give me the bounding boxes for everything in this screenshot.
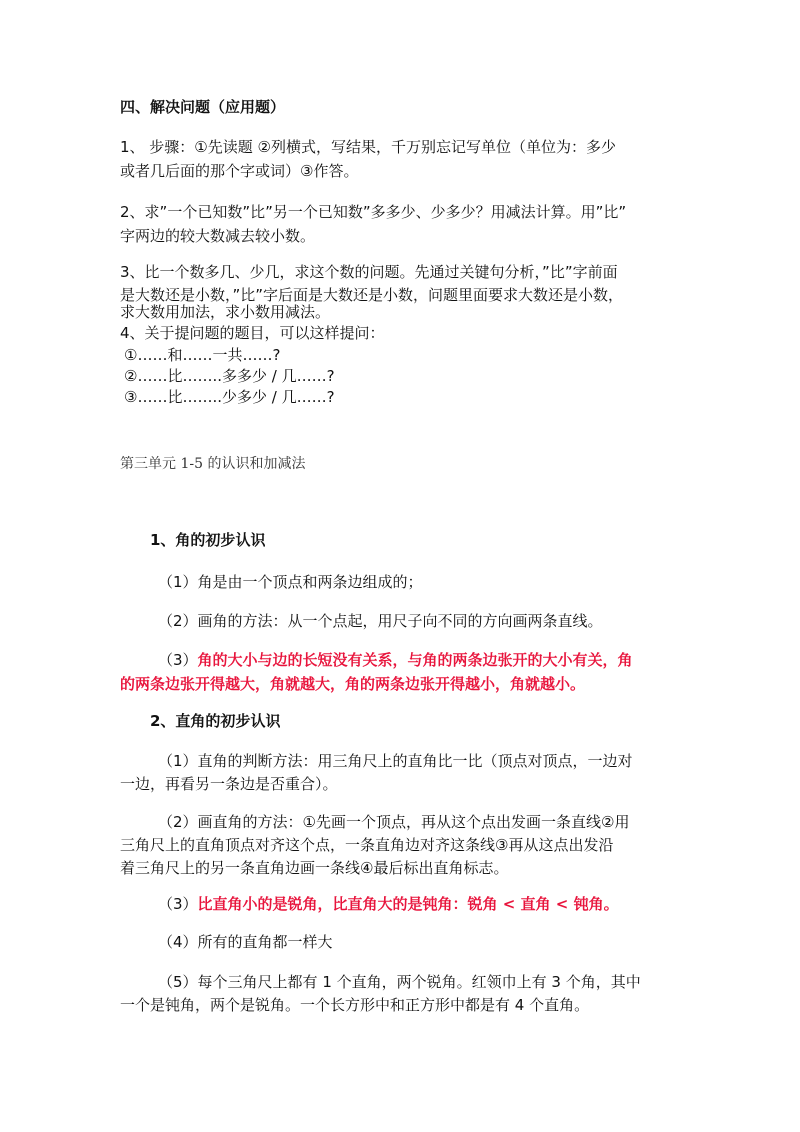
paragraph-1-line-2: 或者几后面的那个字或词）③作答。 xyxy=(120,162,359,180)
section4-heading: 四、解决问题（应用题） xyxy=(120,98,286,116)
right-angle-item-3-emphasis: 比直角小的是锐角，比直角大的是钝角：锐角 < 直角 < 钝角。 xyxy=(197,895,619,913)
right-angle-item-2-line-3: 着三角尺上的另一条直角边画一条线④最后标出直角标志。 xyxy=(120,859,509,877)
angle-item-3-emphasis-2: 的两条边张开得越大，角就越大，角的两条边张开得越小，角就越小。 xyxy=(120,675,586,693)
paragraph-2-line-1: 2、求”一个已知数”比”另一个已知数”多多少、少多少？用减法计算。用”比” xyxy=(120,203,627,221)
paragraph-4-line-1: 4、关于提问题的题目，可以这样提问： xyxy=(120,324,385,342)
angle-item-2: （2）画角的方法：从一个点起，用尺子向不同的方向画两条直线。 xyxy=(158,612,603,630)
paragraph-3-line-3: 求大数用加法，求小数用减法。 xyxy=(120,303,331,321)
question-template-3: ③……比……..少多少 / 几……? xyxy=(124,388,335,406)
right-angle-item-3-prefix: （3） xyxy=(158,895,198,913)
unit-3-title: 第三单元 1-5 的认识和加减法 xyxy=(120,456,306,472)
right-angle-item-2-line-2: 三角尺上的直角顶点对齐这个点，一条直角边对齐这条线③再从这点出发沿 xyxy=(120,836,614,854)
right-angle-heading: 2、直角的初步认识 xyxy=(150,712,281,730)
right-angle-item-5-line-1: （5）每个三角尺上都有 1 个直角，两个锐角。红领巾上有 3 个角，其中 xyxy=(158,973,641,991)
angle-item-3-line-1 xyxy=(158,650,728,670)
right-angle-item-5-line-2: 一个是钝角，两个是锐角。一个长方形中和正方形中都是有 4 个直角。 xyxy=(120,996,590,1014)
angle-item-1: （1）角是由一个顶点和两条边组成的； xyxy=(158,573,423,591)
right-angle-item-3 xyxy=(158,894,728,914)
angle-heading: 1、角的初步认识 xyxy=(150,531,266,549)
question-template-1: ①……和……一共……? xyxy=(124,346,281,364)
right-angle-item-1-line-1: （1）直角的判断方法：用三角尺上的直角比一比（顶点对顶点，一边对 xyxy=(158,752,633,770)
right-angle-item-4: （4）所有的直角都一样大 xyxy=(158,933,333,951)
paragraph-3-line-2: 是大数还是小数，”比”字后面是大数还是小数，问题里面要求大数还是小数， xyxy=(120,286,624,304)
right-angle-item-1-line-2: 一边，再看另一条边是否重合）。 xyxy=(120,775,338,793)
right-angle-item-2-line-1: （2）画直角的方法：①先画一个顶点，再从这个点出发画一条直线②用 xyxy=(158,813,630,831)
paragraph-3-line-1: 3、比一个数多几、少几，求这个数的问题。先通过关键句分析，”比”字前面 xyxy=(120,263,618,281)
angle-item-3-prefix: （3） xyxy=(158,651,198,669)
angle-item-3-emphasis-1: 角的大小与边的长短没有关系，与角的两条边张开的大小有关，角 xyxy=(197,651,633,669)
question-template-2: ②……比……..多多少 / 几……? xyxy=(124,367,335,385)
paragraph-2-line-2: 字两边的较大数减去较小数。 xyxy=(120,227,316,245)
paragraph-1-line-1: 1、 步骤：①先读题 ②列横式，写结果，千万别忘记写单位（单位为：多少 xyxy=(120,138,616,156)
